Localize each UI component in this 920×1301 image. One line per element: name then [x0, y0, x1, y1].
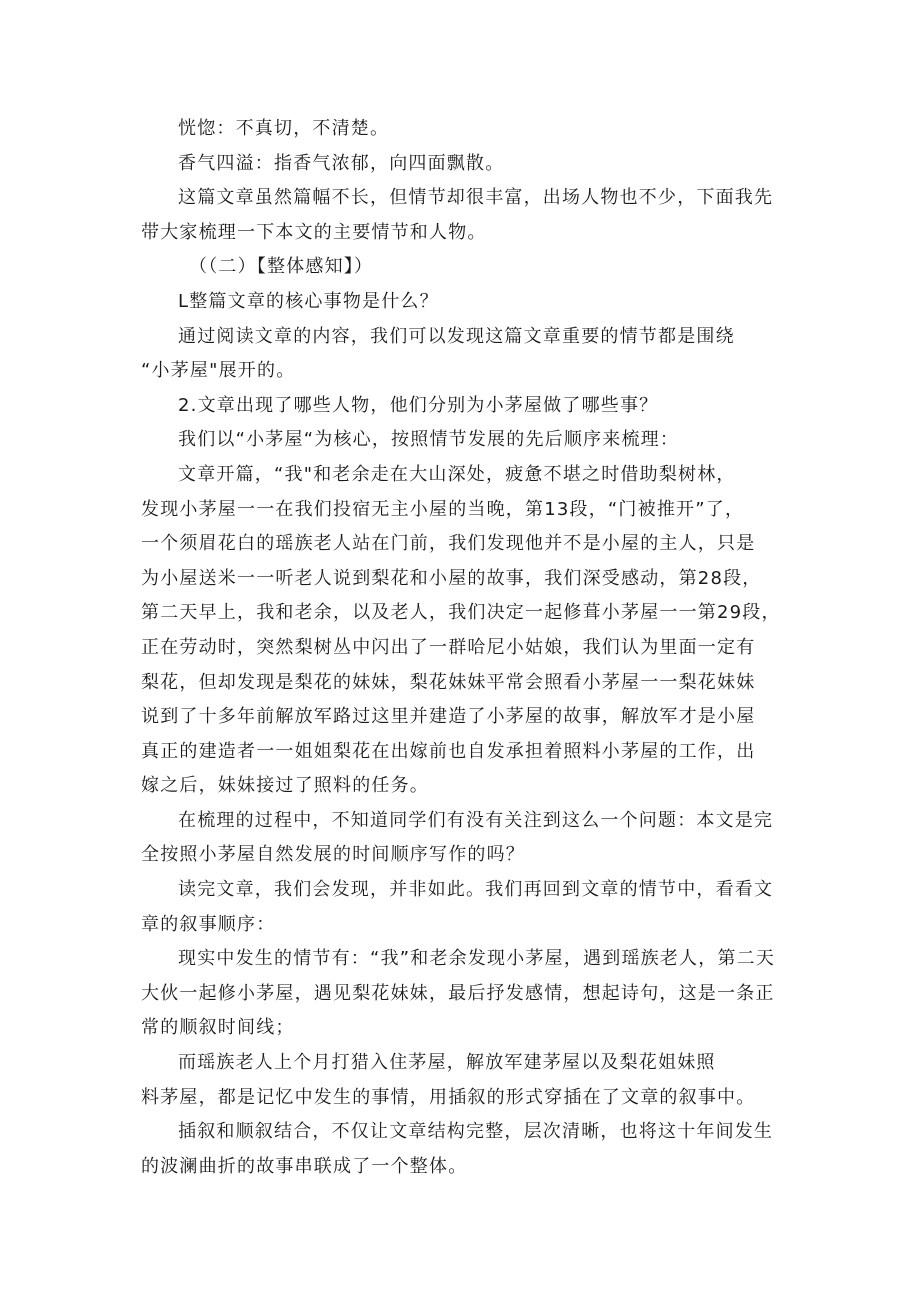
plot-outline-line: 文章开篇，“我"和老余走在大山深处，疲惫不堪之时借助梨树林， [178, 463, 736, 485]
document-body [141, 112, 791, 1184]
definition-huanghu: 恍惚：不真切，不清楚。 [178, 118, 390, 139]
plot-outline [141, 458, 791, 804]
plot-outline-line: 说到了十多年前解放军路过这里并建造了小茅屋的故事，解放军才是小屋 [141, 706, 756, 728]
flashback-line: 料茅屋，都是记忆中发生的事情，用插叙的形式穿插在了文章的叙事中。 [141, 1086, 756, 1108]
answer-1 [141, 320, 791, 389]
flashback-paragraph [141, 1046, 791, 1115]
narrative-answer: 读完文章，我们会发现，并非如此。我们再回到文章的情节中，看看文章的叙事顺序： [141, 879, 774, 935]
plot-outline-line: 嫁之后，妹妹接过了照料的任务。 [141, 775, 429, 797]
plot-outline-line: 一个须眉花白的瑶族老人站在门前，我们发现他并不是小屋的主人，只是 [141, 533, 756, 555]
plot-outline-line: 为小屋送米一一听老人说到梨花和小屋的故事，我们深受感动，第28段， [141, 567, 762, 589]
narrative-question: 在梳理的过程中，不知道同学们有没有关注到这么一个问题：本文是完全按照小茅屋自然发展的时间顺序写作的吗？ [141, 809, 774, 866]
intro-paragraph: 这篇文章虽然篇幅不长，但情节却很丰富，出场人物也不少，下面我先带大家梳理一下本文的主要情节和人物。 [141, 187, 774, 243]
answer-1-line: “小茅屋"展开的。 [141, 360, 296, 382]
plot-outline-line: 梨花，但却发现是梨花的妹妹，梨花妹妹平常会照看小茅屋一一梨花妹妹 [141, 671, 756, 693]
plot-outline-line: 发现小茅屋一一在我们投宿无主小屋的当晚，第13段，“门被推开”了， [141, 498, 745, 520]
definition-xiangqi: 香气四溢：指香气浓郁，向四面飘散。 [178, 152, 505, 174]
question-1: L整篇文章的核心事物是什么？ [178, 290, 439, 312]
plot-outline-line: 真正的建造者一一姐姐梨花在出嫁前也自发承担着照料小茅屋的工作，出 [141, 740, 756, 762]
flashback-line: 而瑶族老人上个月打猎入住茅屋，解放军建茅屋以及梨花姐妹照 [178, 1052, 716, 1074]
outline-intro: 我们以“小茅屋“为核心，按照情节发展的先后顺序来梳理： [178, 429, 680, 451]
plot-outline-line: 正在劳动时，突然梨树丛中闪出了一群哈尼小姑娘，我们认为里面一定有 [141, 636, 756, 658]
question-2: 2.文章出现了哪些人物，他们分别为小茅屋做了哪些事？ [178, 394, 659, 416]
plot-outline-line: 第二天早上，我和老余，以及老人，我们决定一起修葺小茅屋一一第29段， [141, 602, 781, 624]
chronological-timeline: 现实中发生的情节有：“我”和老余发现小茅屋，遇到瑶族老人，第二天大伙一起修小茅屋，遇见梨花妹妹，最后抒发感情，想起诗句，这是一条正常的顺叙时间线； [141, 948, 776, 1039]
section-heading: （（二）【整体感知】） [189, 256, 374, 278]
answer-1-line: 通过阅读文章的内容，我们可以发现这篇文章重要的情节都是围绕 [178, 325, 735, 347]
conclusion-paragraph: 插叙和顺叙结合，不仅让文章结构完整，层次清晰，也将这十年间发生的波澜曲折的故事串联成了一个整体。 [141, 1121, 774, 1177]
